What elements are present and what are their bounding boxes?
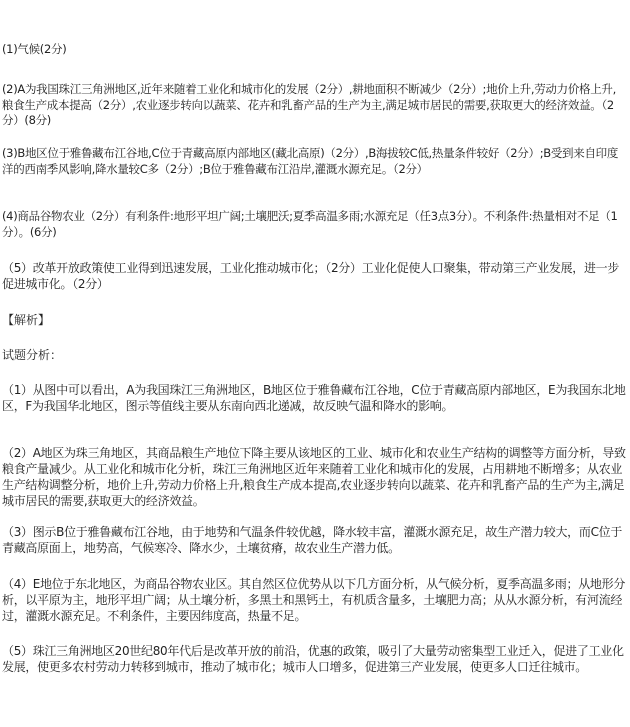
analysis-part-1: （1）从图中可以看出，A为我国珠江三角洲地区，B地区位于雅鲁藏布江谷地，C位于青藏高原内部地区，E为我国东北地区，F为我国华北地区，图示等值线主要从东南向西北递减，故反映气温和降水的影响。 [2, 383, 626, 413]
analysis-heading: 【解析】 [2, 313, 51, 327]
analysis-part-4: （4）E地位于东北地区，为商品谷物农业区。其自然区位优势从以下几方面分析，从气候分析，夏季高温多雨；从地形分析，以平原为主，地形平坦广阔；从土壤分析，多黑土和黑钙土，有机质含量多，土壤肥力高；从从水源分析，有河流经过，灌溉水源充足。不利条件，主要因纬度高，热量不足。 [2, 577, 626, 623]
answer-part-1: (1)气候(2分) [2, 42, 67, 56]
answer-part-3: (3)B地区位于雅鲁藏布江谷地,C位于青藏高原内部地区(藏北高原)（2分）,B海拔较C低,热量条件较好（2分）;B受到来自印度洋的西南季风影响,降水量较C多（2分）;B位于雅鲁藏布江沿岸,灌溉水源充足。（2分） [2, 146, 619, 176]
analysis-part-2: （2）A地区为珠三角地区，其商品粮生产地位下降主要从该地区的工业、城市化和农业生产结构的调整等方面分析，导致粮食产量减少。从工业化和城市化分析，珠江三角洲地区近年来随着工业化和城市化的发展，占用耕地不断增多；从农业生产结构调整分析，地价上升,劳动力价格上升,粮食生产成本提高,农业逐步转向以蔬菜、花卉和乳畜产品的生产为主,满足城市居民的需要,获取更大的经济效益。 [2, 446, 626, 508]
analysis-part-3: （3）图示B位于雅鲁藏布江谷地，由于地势和气温条件较优越，降水较丰富，灌溉水源充足，故生产潜力较大，而C位于青藏高原面上，地势高，气候寒冷、降水少，土壤贫瘠，故农业生产潜力低。 [2, 525, 623, 555]
analysis-intro: 试题分析： [2, 348, 63, 362]
analysis-part-5: （5）珠江三角洲地区20世纪80年代后是改革开放的前沿，优惠的政策，吸引了大量劳动密集型工业迁入，促进了工业化发展，使更多农村劳动力转移到城市，推动了城市化；城市人口增多，促进第三产业发展，使更多人口迁往城市。 [2, 644, 624, 674]
answer-part-2: (2)A为我国珠江三角洲地区,近年来随着工业化和城市化的发展（2分）,耕地面积不断减少（2分）;地价上升,劳动力价格上升,粮食生产成本提高（2分）,农业逐步转向以蔬菜、花卉和乳畜产品的生产为主,满足城市居民的需要,获取更大的经济效益。（2分）(8分) [2, 82, 616, 127]
answer-part-4: (4)商品谷物农业（2分）有利条件:地形平坦广阔;土壤肥沃;夏季高温多雨;水源充足（任3点3分）。不利条件:热量相对不足（1分）。(6分) [2, 209, 618, 239]
answer-part-5: （5）改革开放政策使工业得到迅速发展，工业化推动城市化；（2分）工业化促使人口聚集，带动第三产业发展，进一步促进城市化。（2分） [2, 261, 620, 291]
